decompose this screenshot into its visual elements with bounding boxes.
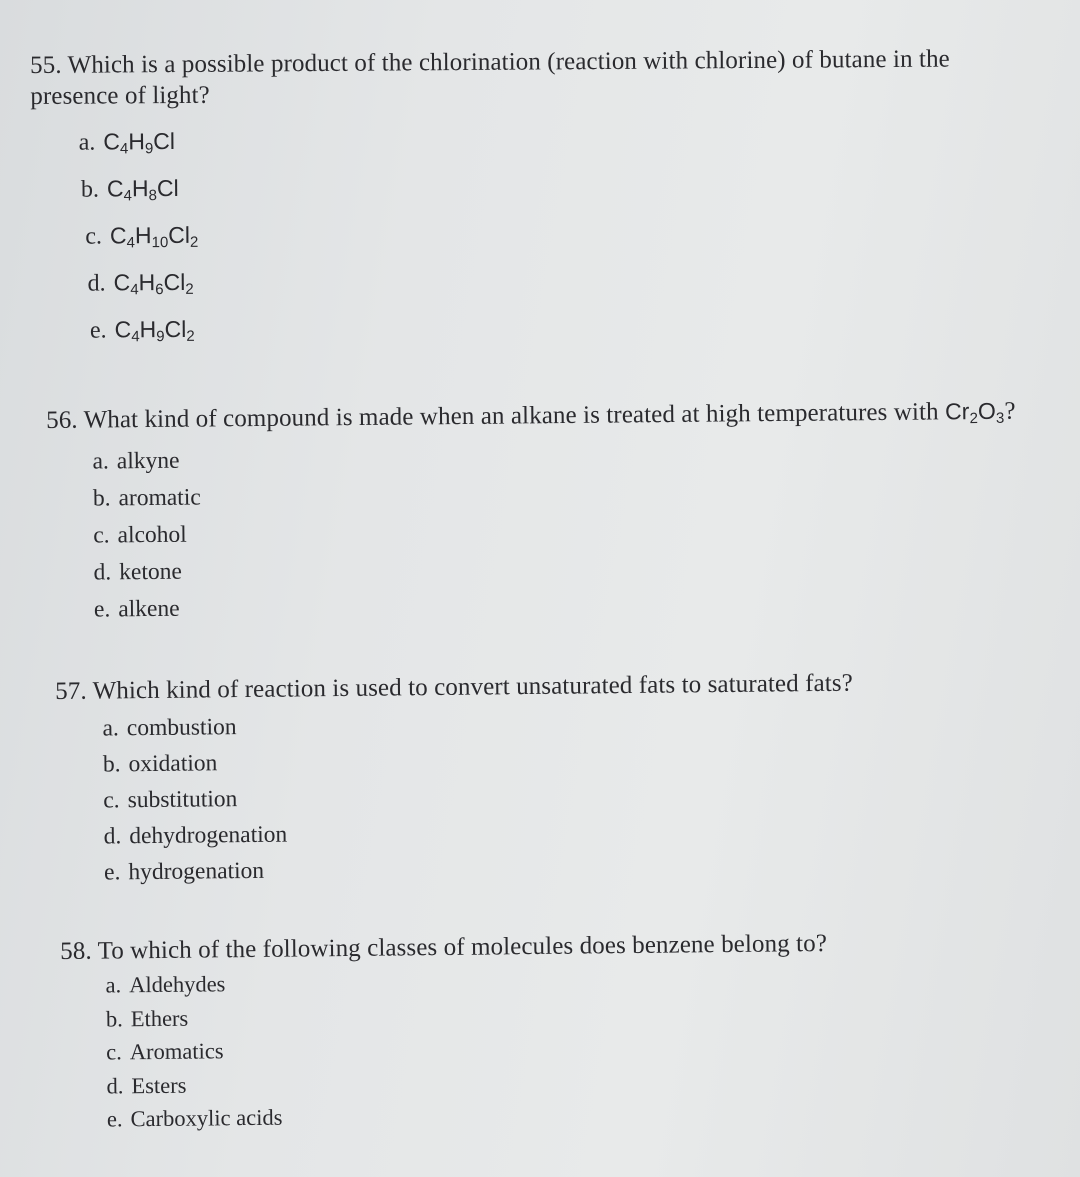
option-letter: a. [105,972,122,998]
question-number: 58. [60,937,92,965]
option-letter: c. [106,1039,122,1065]
option-letter: c. [103,787,120,814]
option-a[interactable] [79,115,1031,169]
option-letter: a. [78,129,96,156]
option-text: alkene [118,595,180,623]
option-text: dehydrogenation [129,821,288,850]
option-formula: $C_4H_8Cl$ [106,174,179,205]
option-formula: $C_4H_9Cl_2$ [114,315,195,346]
question-57 [55,667,957,891]
option-text: substitution [127,786,238,814]
option-letter: d. [87,270,106,297]
option-e[interactable] [90,303,1032,357]
formula-subscript: 4 [131,328,140,346]
option-letter: e. [106,1106,123,1132]
option-text: Aromatics [129,1038,224,1065]
option-formula: $C_4H_9Cl$ [103,127,176,158]
option-text: Ethers [130,1005,189,1031]
option-letter: c. [93,522,110,549]
option-letter: d. [93,559,112,586]
option-text: ketone [119,558,182,586]
question-stem [55,667,955,707]
question-number: 55. [30,51,62,79]
question-stem [30,43,1030,112]
option-text: alcohol [117,521,187,549]
formula-subscript: 8 [148,187,158,205]
question-number: 57. [55,677,87,705]
option-text: aromatic [118,484,201,512]
option-d[interactable] [87,256,1031,310]
option-text: Aldehydes [129,971,226,998]
question-text: What kind of compound is made when an alkane is treated at high temperatures with [83,398,939,434]
option-letter: b. [102,751,121,778]
option-c[interactable] [85,209,1031,263]
question-suffix: ? [1004,397,1016,425]
formula-subscript: 9 [156,328,165,346]
formula-subscript: 4 [123,187,133,205]
question-58 [60,927,962,1137]
option-e[interactable] [104,846,957,891]
option-text: combustion [126,714,237,742]
option-text: hydrogenation [128,857,265,886]
answer-options [79,115,1033,357]
option-letter: b. [80,176,100,203]
formula-subscript: 10 [151,234,169,252]
formula-subscript: 4 [119,140,129,158]
formula-subscript: 2 [186,327,195,345]
option-letter: a. [102,715,120,742]
formula-subscript: 9 [144,140,154,158]
question-text: Which is a possible product of the chlorination (reaction with chlorine) of butane in the presence of light? [30,45,950,110]
option-letter: a. [92,448,109,475]
formula-subscript: 6 [155,281,164,299]
option-letter: b. [92,485,111,512]
chromium-oxide-formula: $Cr_2O_3$ [944,397,1005,428]
option-letter: b. [105,1005,123,1032]
question-56 [46,395,1078,629]
option-text: alkyne [116,447,180,475]
answer-options [105,960,962,1136]
answer-options [102,702,957,891]
option-letter: d. [103,823,122,850]
option-letter: d. [106,1072,124,1099]
option-formula: $C_4H_6Cl_2$ [113,268,194,299]
option-text: Esters [131,1072,187,1098]
option-letter: c. [85,223,103,250]
option-b[interactable] [81,162,1031,216]
option-formula: $C_4H_{10}Cl_2$ [109,221,199,252]
question-stem [46,395,1076,436]
option-text: oxidation [128,750,218,778]
option-letter: e. [103,859,121,886]
question-number: 56. [46,406,78,434]
answer-options [92,434,1078,628]
question-55 [30,43,1032,357]
formula-subscript: 2 [185,280,194,298]
question-text: To which of the following classes of molecules does benzene belong to? [97,929,828,965]
option-letter: e. [89,317,107,344]
formula-subscript: 4 [130,281,139,299]
question-text: Which kind of reaction is used to convert unsaturated fats to saturated fats? [92,669,853,705]
formula-subscript: 2 [969,410,979,428]
formula-subscript: 3 [995,409,1005,427]
option-letter: e. [93,596,111,623]
option-text: Carboxylic acids [130,1104,283,1132]
formula-subscript: 2 [189,233,199,251]
formula-subscript: 4 [126,234,136,252]
